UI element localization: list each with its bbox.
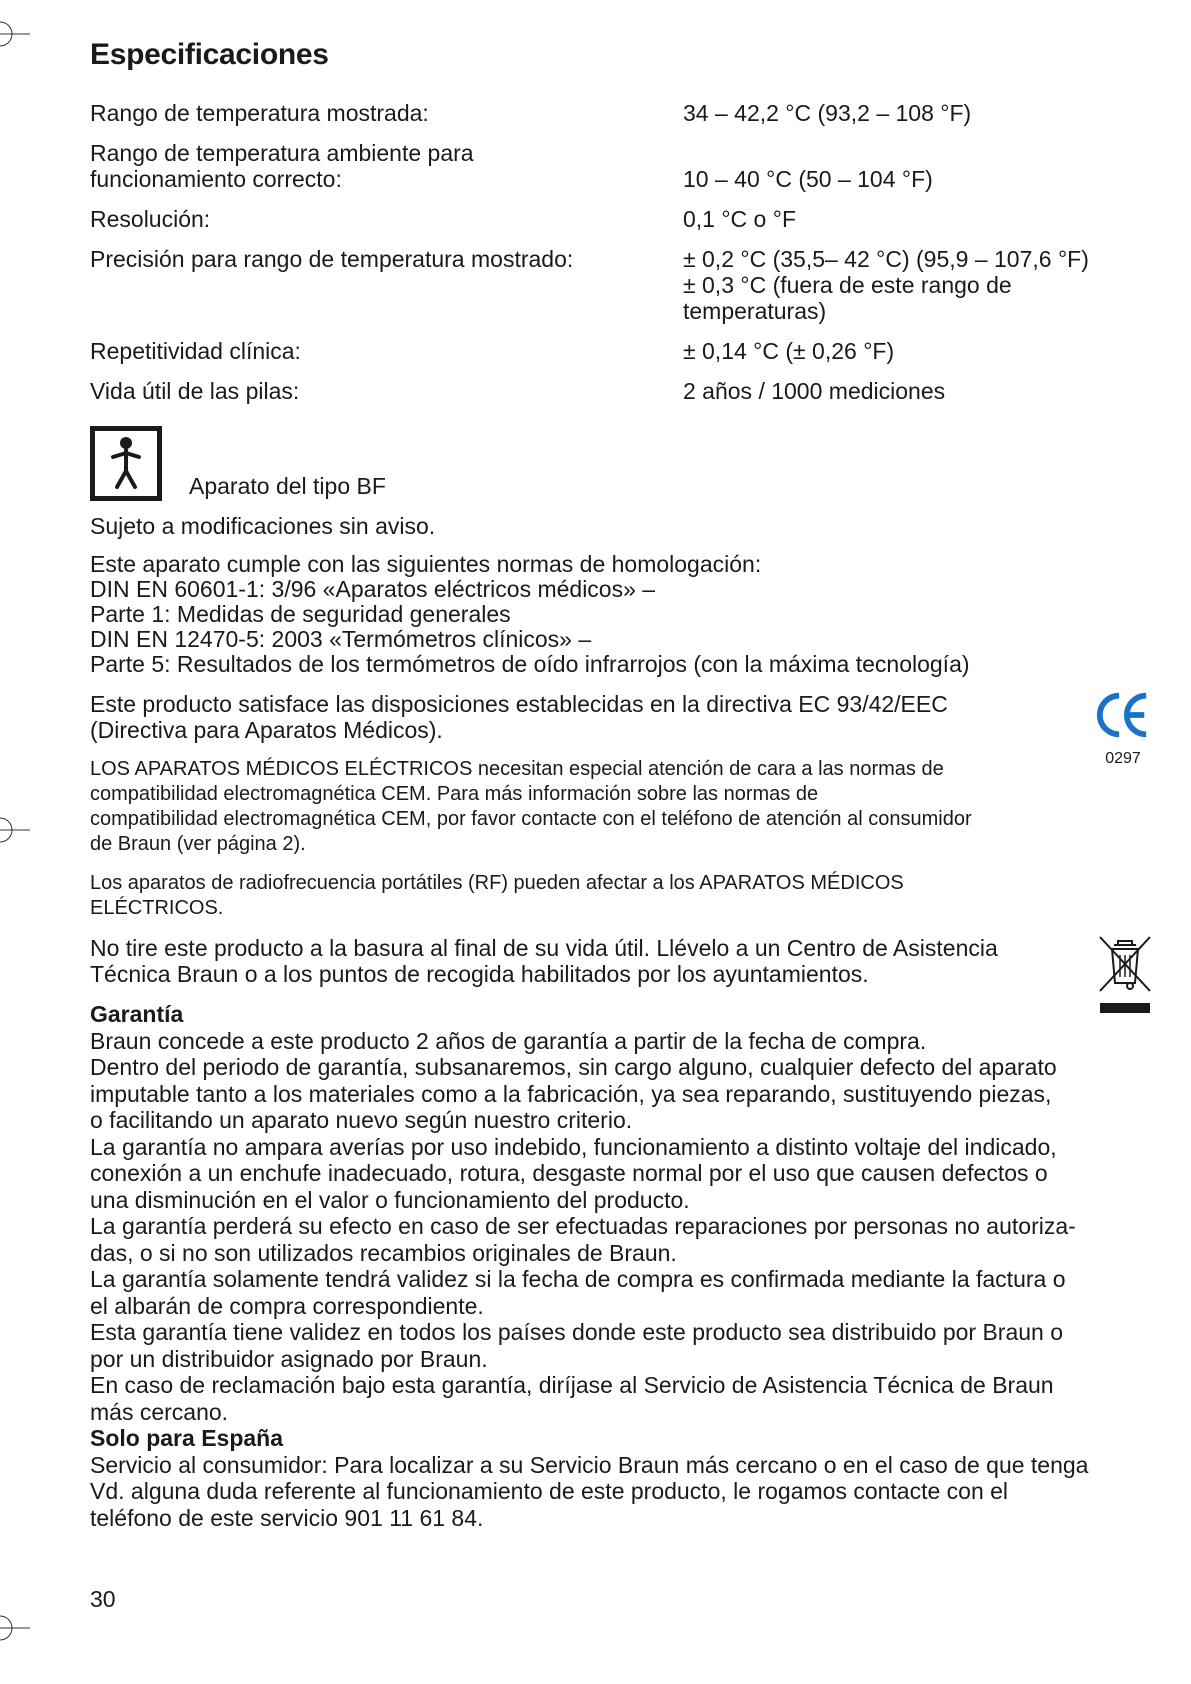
spec-row-repeatability — [90, 338, 1150, 364]
text-line: ELÉCTRICOS. — [90, 897, 224, 919]
spec-label: Vida útil de las pilas: — [90, 378, 300, 404]
page-title: Especificaciones — [90, 38, 329, 71]
spec-label-line: Rango de temperatura ambiente para — [90, 140, 474, 166]
text-line: teléfono de este servicio 901 11 61 84. — [90, 1504, 484, 1531]
spec-row-battery-life — [90, 378, 1150, 404]
bf-label: Aparato del tipo BF — [189, 473, 386, 499]
guarantee-section — [90, 1001, 1150, 1531]
text-line: Servicio al consumidor: Para localizar a su Servicio Braun más cercano o en el caso de que tenga — [90, 1451, 1089, 1478]
standards-paragraph — [90, 551, 1150, 677]
directive-paragraph — [90, 691, 1150, 767]
spec-row-accuracy — [90, 246, 1150, 324]
spec-label: Rango de temperatura mostrada: — [90, 100, 429, 126]
spec-value — [683, 246, 1150, 324]
text-line: imputable tanto a los materiales como a la fabricación, ya sea reparando, sustituyendo piezas, — [90, 1080, 1052, 1107]
spec-row-display-range — [90, 100, 1150, 126]
emc-paragraph — [90, 757, 1150, 857]
text-line: das, o si no son utilizados recambios originales de Braun. — [90, 1239, 677, 1266]
text-line: La garantía solamente tendrá validez si la fecha de compra es confirmada mediante la factura o — [90, 1266, 1066, 1292]
text-line: Este aparato cumple con las siguientes normas de homologación: — [90, 551, 762, 577]
text-line: Los aparatos de radiofrecuencia portátiles (RF) pueden afectar a los APARATOS MÉDICOS — [90, 872, 904, 894]
text-line: por un distribuidor asignado por Braun. — [90, 1345, 488, 1372]
text-line: La garantía no ampara averías por uso indebido, funcionamiento a distinto voltaje del indicado, — [90, 1133, 1057, 1160]
text-line: compatibilidad electromagnética CEM, por favor contacte con el teléfono de atención al consumidor — [90, 808, 972, 830]
text-line: Braun concede a este producto 2 años de garantía a partir de la fecha de compra. — [90, 1027, 927, 1054]
spec-value: 2 años / 1000 mediciones — [683, 378, 946, 404]
crop-mark-middle-icon — [0, 812, 30, 848]
spec-label: Precisión para rango de temperatura mostrado: — [90, 246, 574, 272]
text-line: compatibilidad electromagnética CEM. Para más información sobre las normas de — [90, 783, 819, 805]
text-line: DIN EN 60601-1: 3/96 «Aparatos eléctricos médicos» – — [90, 576, 656, 602]
type-bf-body-icon — [90, 426, 162, 501]
text-line: más cercano. — [90, 1398, 229, 1425]
text-line: Este producto satisface las disposiciones establecidas en la directiva EC 93/42/EEC — [90, 691, 948, 717]
crop-mark-top-icon — [0, 16, 30, 52]
text-line: LOS APARATOS MÉDICOS ELÉCTRICOS necesitan especial atención de cara a las normas de — [90, 758, 944, 780]
text-line: DIN EN 12470-5: 2003 «Termómetros clínicos» – — [90, 626, 592, 652]
text-line: Esta garantía tiene validez en todos los países donde este producto sea distribuido por Braun o — [90, 1319, 1064, 1345]
spec-value: 10 – 40 °C (50 – 104 °F) — [683, 166, 933, 192]
spec-label: Repetitividad clínica: — [90, 338, 301, 364]
text-line: (Directiva para Aparatos Médicos). — [90, 717, 443, 743]
spec-value-line: ± 0,3 °C (fuera de este rango de — [683, 272, 1012, 298]
text-line: Parte 5: Resultados de los termómetros de oído infrarrojos (con la máxima tecnología) — [90, 651, 970, 677]
spec-label-line: funcionamiento correcto: — [90, 166, 342, 192]
text-line: una disminución en el valor o funcionamiento del producto. — [90, 1186, 690, 1213]
text-line: conexión a un enchufe inadecuado, rotura, desgaste normal por el uso que causen defectos o — [90, 1160, 1048, 1186]
subject-to-change: Sujeto a modificaciones sin aviso. — [90, 513, 436, 539]
spec-value-line: temperaturas) — [683, 298, 827, 324]
spec-value: 0,1 °C o °F — [683, 206, 796, 232]
text-line: el albarán de compra correspondiente. — [90, 1292, 484, 1319]
rf-paragraph — [90, 871, 1150, 921]
text-line: En caso de reclamación bajo esta garantía, diríjase al Servicio de Asistencia Técnica de Braun — [90, 1372, 1054, 1398]
text-line: de Braun (ver página 2). — [90, 833, 306, 855]
text-line: Parte 1: Medidas de seguridad generales — [90, 601, 511, 627]
guarantee-heading: Garantía — [90, 1001, 184, 1027]
page-number: 30 — [90, 1586, 116, 1612]
text-line: o facilitando un aparato nuevo según nuestro criterio. — [90, 1107, 633, 1133]
spec-label — [90, 140, 683, 192]
crop-mark-bottom-icon — [0, 1610, 30, 1646]
text-line: No tire este producto a la basura al final de su vida útil. Llévelo a un Centro de Asistencia — [90, 935, 998, 961]
ce-mark — [1090, 689, 1156, 772]
document-page — [90, 38, 1150, 1531]
spec-value-line: ± 0,2 °C (35,5– 42 °C) (95,9 – 107,6 °F) — [683, 246, 1089, 272]
text-line: Vd. alguna duda referente al funcionamiento de este producto, le rogamos contacte con el — [90, 1478, 1009, 1504]
weee-symbol — [1096, 933, 1156, 1022]
spec-row-ambient-range — [90, 140, 1150, 192]
text-line: Dentro del periodo de garantía, subsanaremos, sin cargo alguno, cualquier defecto del aparato — [90, 1054, 1057, 1080]
text-line: La garantía perderá su efecto en caso de ser efectuadas reparaciones por personas no autoriza- — [90, 1213, 1076, 1239]
text-line: Técnica Braun o a los puntos de recogida habilitados por los ayuntamientos. — [90, 961, 869, 987]
ce-mark-icon — [1094, 689, 1152, 741]
ce-number: 0297 — [1105, 750, 1141, 767]
spec-row-resolution — [90, 206, 1150, 232]
bf-symbol-row — [90, 426, 1150, 501]
crossed-out-wheelie-bin-icon — [1096, 933, 1154, 1017]
spec-label: Resolución: — [90, 206, 211, 232]
disposal-paragraph — [90, 935, 1150, 987]
spec-value: ± 0,14 °C (± 0,26 °F) — [683, 338, 895, 364]
spain-heading: Solo para España — [90, 1425, 284, 1451]
spec-value: 34 – 42,2 °C (93,2 – 108 °F) — [683, 100, 972, 126]
